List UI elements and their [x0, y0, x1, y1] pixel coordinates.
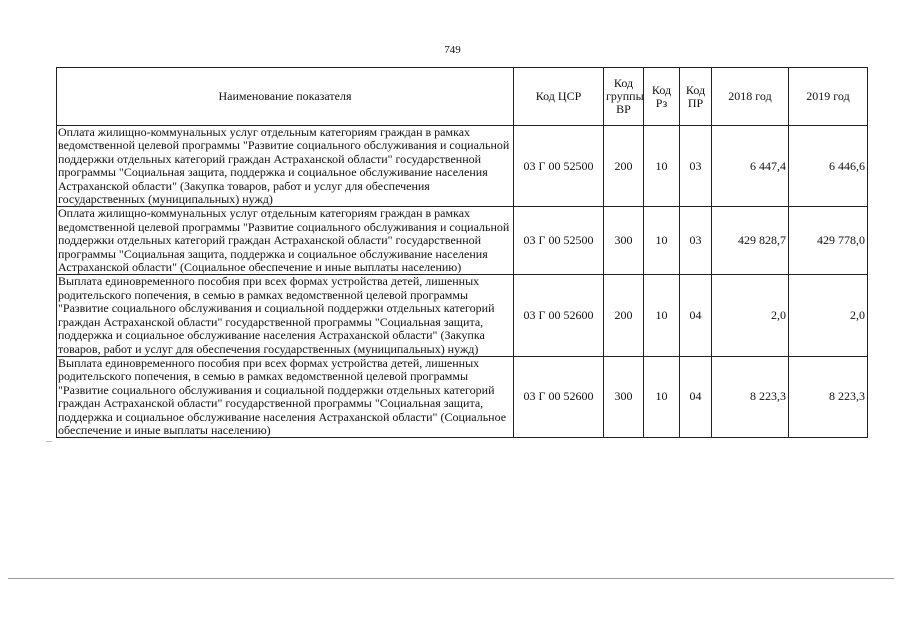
row-2019: 2,0 — [789, 275, 868, 356]
row-pr: 04 — [680, 356, 712, 437]
row-name: Оплата жилищно-коммунальных услуг отдельным категориям граждан в рамках ведомственной целевой программы "Развитие социального обслуживания и социальной поддержки отдельных категорий граждан Астраханской области" государственной программы "Социальная защита, поддержка и социальное обслуживание населения Астраханской области" (Социальное обеспечение и иные выплаты населению) — [57, 207, 514, 275]
row-2018: 429 828,7 — [712, 207, 789, 275]
header-csr: Код ЦСР — [514, 68, 604, 126]
row-2018: 8 223,3 — [712, 356, 789, 437]
row-2018: 6 447,4 — [712, 126, 789, 207]
row-2019: 8 223,3 — [789, 356, 868, 437]
header-pr: Код ПР — [680, 68, 712, 126]
row-pr: 04 — [680, 275, 712, 356]
table-row — [57, 356, 868, 437]
table-row — [57, 126, 868, 207]
row-vr: 300 — [604, 207, 644, 275]
row-csr: 03 Г 00 52600 — [514, 356, 604, 437]
row-rz: 10 — [644, 126, 680, 207]
row-name: Выплата единовременного пособия при всех формах устройства детей, лишенных родительского попечения, в семью в рамках ведомственной целевой программы "Развитие социального обслуживания и социальной поддержки отдельных категорий граждан Астраханской области" государственной программы "Социальная защита, поддержка и социальное обслуживание населения Астраханской области" (Социальное обеспечение и иные выплаты населению) — [57, 356, 514, 437]
page-number: 749 — [444, 44, 461, 56]
table-header-row — [57, 68, 868, 126]
row-pr: 03 — [680, 207, 712, 275]
row-2019: 429 778,0 — [789, 207, 868, 275]
row-pr: 03 — [680, 126, 712, 207]
table-row — [57, 275, 868, 356]
header-2019: 2019 год — [789, 68, 868, 126]
row-vr: 300 — [604, 356, 644, 437]
header-rz: Код Рз — [644, 68, 680, 126]
table-row — [57, 207, 868, 275]
row-rz: 10 — [644, 207, 680, 275]
header-vr: Код группы ВР — [604, 68, 644, 126]
row-vr: 200 — [604, 126, 644, 207]
row-vr: 200 — [604, 275, 644, 356]
row-name: Выплата единовременного пособия при всех формах устройства детей, лишенных родительского попечения, в семью в рамках ведомственной целевой программы "Развитие социального обслуживания и социальной поддержки отдельных категорий граждан Астраханской области" государственной программы "Социальная защита, поддержка и социальное обслуживание населения Астраханской области" (Закупка товаров, работ и услуг для обеспечения государственных (муниципальных) нужд) — [57, 275, 514, 356]
header-name: Наименование показателя — [57, 68, 514, 126]
row-csr: 03 Г 00 52600 — [514, 275, 604, 356]
scan-margin-mark — [46, 441, 52, 442]
row-2019: 6 446,6 — [789, 126, 868, 207]
page-bottom-divider — [8, 578, 894, 579]
row-name: Оплата жилищно-коммунальных услуг отдельным категориям граждан в рамках ведомственной целевой программы "Развитие социального обслуживания и социальной поддержки отдельных категорий граждан Астраханской области" государственной программы "Социальная защита, поддержка и социальное обслуживание населения Астраханской области" (Закупка товаров, работ и услуг для обеспечения государственных (муниципальных) нужд) — [57, 126, 514, 207]
row-csr: 03 Г 00 52500 — [514, 207, 604, 275]
header-2018: 2018 год — [712, 68, 789, 126]
row-2018: 2,0 — [712, 275, 789, 356]
budget-table — [56, 67, 868, 438]
row-csr: 03 Г 00 52500 — [514, 126, 604, 207]
row-rz: 10 — [644, 356, 680, 437]
row-rz: 10 — [644, 275, 680, 356]
